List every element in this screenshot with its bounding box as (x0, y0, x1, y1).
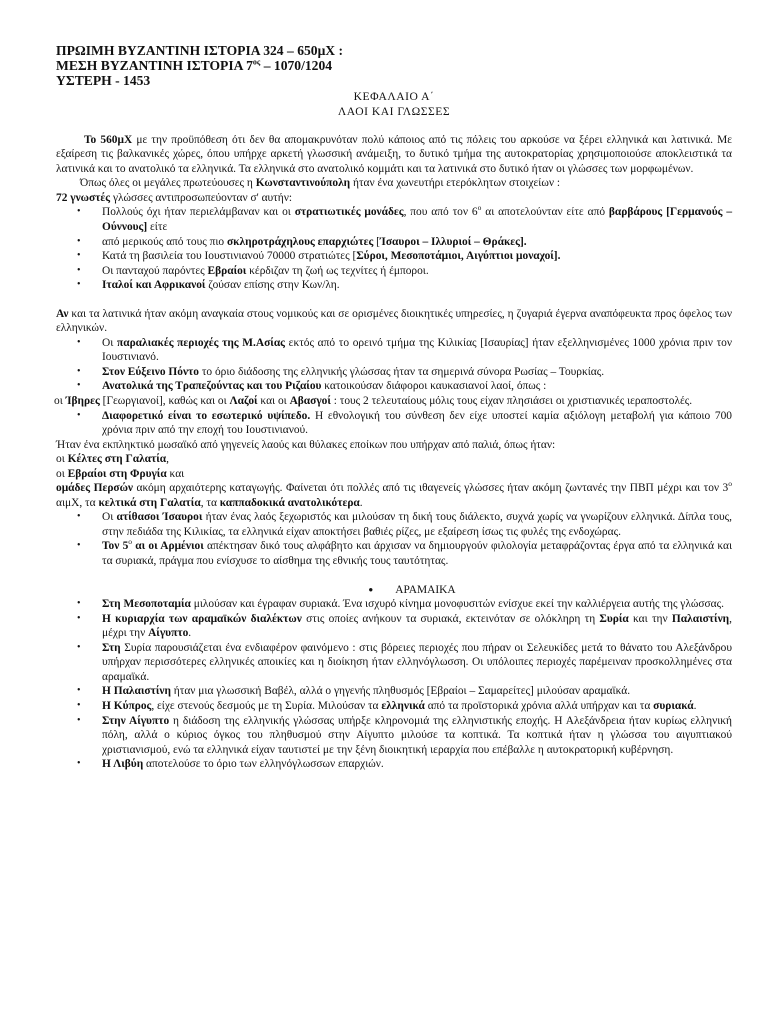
li-bold: Στην Αίγυπτο (102, 714, 170, 727)
list-item (56, 409, 732, 438)
li-text: Συρία παρουσιάζεται ένα ενδιαφέρον φαινόμενο : στις βόρειες περιοχές που πήραν οι Σελευκίδες μετά το θάνατο του Αλεξάνδρου υπήρχαν περισσότερες ελληνικές αποικίες και η διοίκηση ήταν ελληνόγλωσση. Οι υπόλοιπες περιοχές παρέμειναν προσκολλημένες στα αραμαϊκά. (102, 641, 732, 683)
li-bold: στρατιωτικές μονάδες (294, 206, 404, 219)
paragraph-4 (56, 307, 732, 336)
p1-text: με την προϋπόθεση ότι δεν θα απομακρυνόταν πολύ κάποιος από τις πόλεις του αρκούσε να ξέρει ελληνικά και λατινικά. Με εξαίρεση τις βαλκανικές χώρες, όπου υπήρχε αρκετή γλωσσική ανάμειξη, το δυτικό τμήμα της αυτοκρατορίας χρησιμοποιούσε αποκλειστικά τα λατινικά και το ανατολικό τα ελληνικά. Τα ελληνικά στο ανατολικό κομμάτι και τα λατινικά στο δυτικό ήταν οι γλώσσες των μορφωμένων. (56, 133, 732, 175)
header-line-3-text: ΥΣΤΕΡΗ - 1453 (56, 72, 151, 88)
p9-text: αιμΧ, τα (56, 496, 99, 509)
p5-text: [Γεωργιανοί], καθώς και οι (99, 395, 230, 408)
li-text: και την (628, 612, 672, 625)
li-text: εκτός από το ορεινό τμήμα της Κιλικίας [Ισαυρίας] ήταν εξελληνισμένες 1000 χρόνια πριν τον Ιουστινιανό. (102, 336, 732, 364)
list-item (56, 757, 732, 772)
paragraph-5 (56, 394, 732, 409)
p8-text: και (166, 467, 185, 480)
li-text: , μέχρι την (102, 612, 733, 640)
section-bullet-icon: ● (368, 584, 374, 594)
li-text: από μερικούς από τους πιο (102, 235, 227, 248)
header-line-2 (56, 59, 732, 74)
list-5 (56, 597, 732, 772)
li-sup: ο (128, 537, 133, 547)
list-item (56, 641, 732, 685)
bullet-icon: • (77, 511, 81, 523)
li-bold: βαρβάρους [Γερμανούς – Ούννους] (102, 206, 733, 233)
header-line-3 (56, 74, 732, 89)
paragraph-6: Ήταν ένα εκπληκτικό μωσαϊκό από γηγενείς λαούς και θύλακες εποίκων που υπήρχαν από παλιά, όπως ήταν: (56, 438, 556, 451)
li-text: αποτελούσε το όριο των ελληνόγλωσσων επαρχιών. (143, 758, 384, 771)
spacer (56, 569, 732, 583)
li-bold: Ανατολικά της Τραπεζούντας και του Ριζαίου (102, 380, 322, 393)
list-item (56, 264, 732, 279)
bullet-icon: • (77, 336, 81, 348)
li-text: Οι (102, 336, 117, 349)
li-text: κέρδιζαν τη ζωή ως τεχνίτες ή έμποροι. (246, 264, 429, 277)
li-bold: παραλιακές περιοχές της Μ.Ασίας (116, 336, 285, 349)
li-bold: Τον 5 (102, 540, 129, 553)
li-bold: σκληροτράχηλους επαρχιώτες (226, 235, 374, 248)
bullet-icon: • (77, 380, 81, 392)
li-text: , είχε στενούς δεσμούς με τη Συρία. Μιλούσαν τα (151, 699, 382, 712)
bullet-icon: • (77, 365, 81, 377)
li-bold: Αίγυπτο (148, 627, 189, 640)
p7-bold: Κέλτες στη Γαλατία (67, 453, 167, 466)
li-text: Οι (102, 511, 117, 524)
li-bold: συριακά (653, 699, 694, 712)
section-title: ΑΡΑΜΑΙΚΑ (395, 583, 456, 596)
p9-bold: καππαδοκικά ανατολικότερα (219, 496, 360, 509)
p4-bold: Αν (56, 307, 69, 320)
li-bold: Η κυριαρχία των αραμαϊκών διαλέκτων (102, 612, 302, 625)
bullet-icon: • (77, 685, 81, 697)
p9-bold: ομάδες Περσών (56, 482, 134, 495)
p4-text: και τα λατινικά ήταν ακόμη αναγκαία στους νομικούς και σε ορισμένες διοικητικές υπηρεσίες, η ζυγαριά έγερνα αναπόφευκτα προς όφελος των ελληνικών. (56, 307, 732, 335)
p5-text: οι (54, 395, 66, 408)
p9-text: . (359, 496, 363, 509)
li-bold: Η Λιβύη (102, 758, 144, 771)
p5-bold: Ίβηρες (65, 395, 100, 408)
header-line-1 (56, 44, 732, 59)
list-item (56, 249, 732, 264)
bullet-icon: • (77, 714, 81, 726)
li-bold: Ίσαυροι – Ιλλυριοί – Θράκες]. (379, 235, 527, 248)
li-bold: Στη Μεσοποταμία (102, 598, 191, 611)
list-item (56, 278, 732, 293)
li-text: Οι πανταχού παρόντες (102, 264, 208, 277)
header-line-2-end: – 1070/1204 (260, 57, 333, 73)
li-text: Κατά τη βασιλεία του Ιουστινιανού 70000 στρατιώτες [ (102, 250, 357, 263)
list-item (56, 205, 732, 234)
p2-bold: Κωνσταντινούπολη (255, 177, 351, 190)
p1-bold: Το 560μΧ (84, 133, 133, 146)
p5-text: και οι (257, 395, 290, 408)
chapter-number: ΚΕΦΑΛΑΙΟ Α΄ (353, 89, 435, 103)
paragraph-2 (56, 176, 732, 191)
li-text: αι αποτελούνταν είτε από (481, 206, 609, 219)
p7-text: , (166, 453, 170, 466)
list-item (56, 539, 732, 568)
header-line-2-sup: ος (252, 57, 261, 67)
header-line-2-text: ΜΕΣΗ ΒΥΖΑΝΤΙΝΗ ΙΣΤΟΡΙΑ 7 (56, 57, 253, 73)
li-text: . (188, 627, 192, 640)
list-item (56, 379, 732, 394)
p9-bold: κελτικά στη Γαλατία (98, 496, 201, 509)
li-text: η διάδοση της ελληνικής γλώσσας υπήρξε κληρονομιά της ελληνιστικής εποχής. Η Αλεξάνδρεια ήταν κυρίως ελληνική πόλη, αλλά ο κύριος όγκος του πληθυσμού στην Αίγυπτο μιλούσε τα κοπτικά. Τα κοπτικά ήταν η γλώσσα του αιγυπτιακού χριστιανισμού, ενώ τα ελληνικά είχαν ταυτιστεί με την ξένη διοικητική ιεραρχία που επέβαλλε η αυτοκρατορική κυβέρνηση. (102, 714, 732, 756)
paragraph-9 (56, 481, 732, 510)
li-bold: ατίθασοι Ίσαυροι (116, 511, 203, 524)
li-text: από τα προϊστορικά χρόνια αλλά υπήρχαν και τα (424, 699, 654, 712)
li-bold: αι οι Αρμένιοι (132, 540, 204, 553)
list-item (56, 612, 732, 641)
li-bold: Η Κύπρος (102, 699, 152, 712)
li-bold: Στη (102, 641, 121, 654)
paragraph-1 (56, 133, 732, 177)
bullet-icon: • (77, 264, 81, 276)
p2-text-2: ήταν ένα χωνευτήρι ετερόκλητων στοιχείων : (350, 177, 561, 190)
li-bold: Στον Εύξεινο Πόντο (102, 365, 199, 378)
li-text: . (693, 699, 697, 712)
list-2 (56, 336, 732, 394)
p5-text: : τους 2 τελευταίους μόλις τους είχαν πλησιάσει οι χριστιανικές ιεραποστολές. (330, 395, 693, 408)
list-3 (56, 409, 732, 438)
p3-bold: 72 γνωστές (56, 191, 111, 204)
li-sup: ο (477, 203, 482, 213)
bullet-icon: • (77, 409, 81, 421)
li-text: στις οποίες ανήκουν τα συριακά, εκτεινόταν σε ολόκληρη τη (301, 612, 600, 625)
bullet-icon: • (77, 250, 81, 262)
list-item (56, 365, 732, 380)
list-item (56, 510, 732, 539)
list-item (56, 235, 732, 250)
li-text: κατοικούσαν διάφοροι καυκασιανοί λαοί, όπως : (321, 380, 547, 393)
bullet-icon: • (77, 758, 81, 770)
li-text: , που από τον 6 (403, 206, 478, 219)
list-item (56, 336, 732, 365)
bullet-icon: • (77, 612, 81, 624)
li-bold: Η Παλαιστίνη (102, 685, 171, 698)
list-1 (56, 205, 732, 292)
list-item (56, 684, 732, 699)
li-bold: Διαφορετικό είναι το εσωτερικό υψίπεδο. (102, 409, 311, 422)
p9-text: , τα (200, 496, 220, 509)
bullet-icon: • (77, 235, 81, 247)
bullet-icon: • (77, 699, 81, 711)
li-text: είτε (147, 221, 168, 233)
p9-sup: ο (728, 479, 732, 489)
bullet-icon: • (77, 206, 81, 218)
p8-bold: Εβραίοι στη Φρυγία (67, 467, 167, 480)
li-text: ήταν μια γλωσσική Βαβέλ, αλλά ο γηγενής πληθυσμός [Εβραίοι – Σαμαρείτες] μιλούσαν αραμαϊκά. (170, 685, 631, 698)
li-text: Πολλούς όχι ήταν περιελάμβαναν και οι (102, 206, 295, 219)
list-item (56, 699, 732, 714)
paragraph-3 (56, 191, 732, 206)
bullet-icon: • (77, 641, 81, 653)
p8-text: οι (56, 467, 68, 480)
p5-bold: Αβασγοί (289, 395, 331, 408)
bullet-icon: • (77, 279, 81, 291)
li-text: Η εθνολογική του σύνθεση δεν είχε υποστεί καμία αξιόλογη μεταβολή για κάποιο 700 χρόνια πριν από την εποχή του Ιουστινιανού. (102, 409, 732, 437)
document-header (56, 44, 732, 89)
section-heading (56, 583, 732, 598)
p3-text: γλώσσες αντιπροσωπεύονταν σ' αυτήν: (110, 191, 293, 204)
li-bold: Σύροι, Μεσοποτάμιοι, Αιγύπτιοι μοναχοί]. (356, 250, 561, 263)
p5-bold: Λαζοί (229, 395, 258, 408)
li-bold: Παλαιστίνη (671, 612, 730, 625)
li-bold: Συρία (599, 612, 629, 625)
li-text: ήταν ένας λαός ξεχωριστός και μιλούσαν τη δική τους διάλεκτο, συχνά χωρίς να γνωρίζουν ελληνικά. Δίπλα τους, στην πεδιάδα της Κιλικίας, τα ελληνικά είχαν αποκτήσει βαθιές ρίζες, με εξαίρεση ίσως τις φυλές της ενδοχώρας. (102, 511, 733, 538)
list-item (56, 597, 732, 612)
document-page (56, 44, 732, 772)
header-line-1-text: ΠΡΩΙΜΗ ΒΥΖΑΝΤΙΝΗ ΙΣΤΟΡΙΑ 324 – 650μΧ : (56, 43, 344, 58)
paragraph-7 (56, 452, 732, 467)
bullet-icon: • (77, 540, 81, 552)
list-4 (56, 510, 732, 568)
li-text: το όριο διάδοσης της ελληνικής γλώσσας ήταν τα σημερινά σύνορα Ρωσίας – Τουρκίας. (199, 365, 605, 378)
p7-text: οι (56, 453, 68, 466)
list-item (56, 714, 732, 758)
li-bold: Εβραίοι (207, 264, 247, 277)
spacer (56, 293, 732, 307)
paragraph-8 (56, 467, 732, 482)
li-text: [ (373, 235, 380, 248)
chapter-title: ΛΑΟΙ ΚΑΙ ΓΛΩΣΣΕΣ (337, 104, 451, 118)
p2-text-1: Όπως όλες οι μεγάλες πρωτεύουσες η (80, 177, 256, 190)
p9-text: ακόμη αρχαιότερης καταγωγής. Φαίνεται ότι πολλές από τις ιθαγενείς γλώσσες ήταν ακόμη ζωντανές την ΠΒΠ μέχρι και τον 3 (133, 482, 729, 495)
li-text: μιλούσαν και έγραφαν συριακά. Ένα ισχυρό κίνημα μονοφυσιτών ενίσχυε εκεί την καλλιέργεια αυτής της γλώσσας. (190, 598, 724, 611)
li-bold: Ιταλοί και Αφρικανοί (102, 279, 206, 292)
li-bold: ελληνικά (381, 699, 425, 712)
bullet-icon: • (77, 598, 81, 610)
li-text: απέκτησαν δικό τους αλφάβητο και άρχισαν να δημιουργούν φιλολογία μεταφράζοντας έργα από τα ελληνικά και τα συριακά, πράγμα που ενίσχυσε το αίσθημα της εθνικής τους ταυτότητας. (102, 540, 733, 568)
li-text: ζούσαν επίσης στην Κων/λη. (205, 279, 340, 292)
